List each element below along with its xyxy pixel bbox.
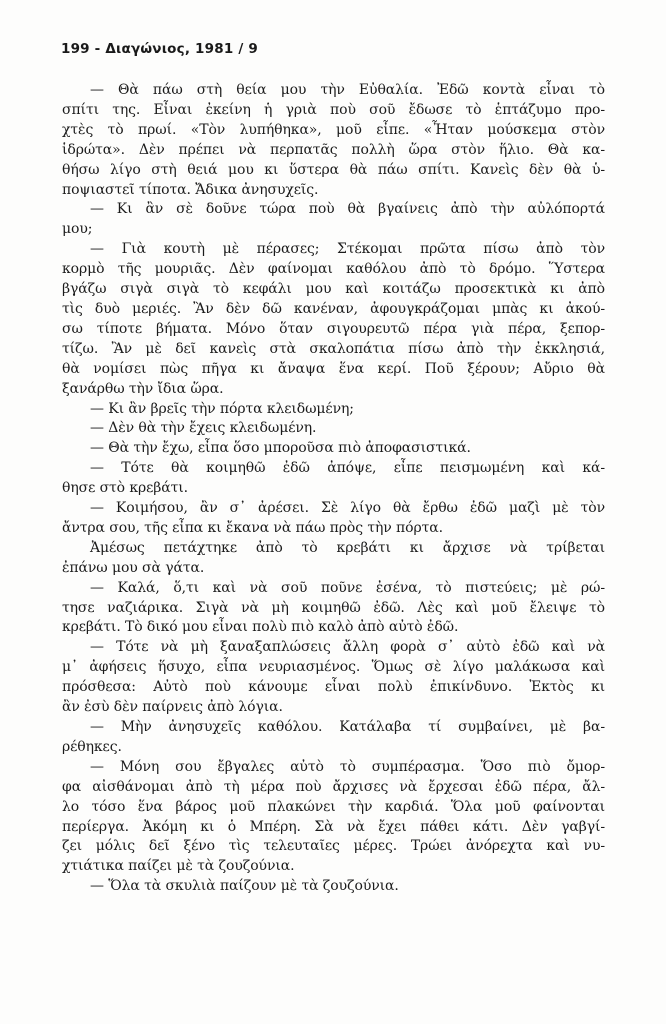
text-line: τίζω. Ἂν μὲ δεῖ κανεὶς στὰ σκαλοπάτια πίσω ἀπὸ τὴν ἐκκλησιά, [62, 340, 605, 357]
text-line: ἄντρα σου, τῆς εἶπα κι ἔκανα νὰ πάω πρὸς τὴν πόρτα. [62, 519, 443, 536]
text-line: χτὲς τὸ πρωί. «Τὸν λυπήθηκα», μοῦ εἶπε. «Ἦταν μούσκεμα στὸν [62, 121, 605, 138]
text-line: ξανάρθω τὴν ἴδια ὥρα. [62, 380, 224, 397]
text-line: Ἀμέσως πετάχτηκε ἀπὸ τὸ κρεβάτι κι ἄρχισε νὰ τρίβεται [90, 539, 605, 556]
text-line: βγάζω σιγὰ σιγὰ τὸ κεφάλι μου καὶ κοιτάζω προσεκτικὰ κι ἀπὸ [62, 281, 605, 298]
text-line: — Μὴν ἀνησυχεῖς καθόλου. Κατάλαβα τί συμβαίνει, μὲ βα- [90, 719, 605, 735]
text-line: — Θὰ τὴν ἔχω, εἶπα ὅσο μποροῦσα πιὸ ἀποφασιστικά. [90, 440, 471, 457]
text-line: — Γιὰ κουτὴ μὲ πέρασες; Στέκομαι πρῶτα πίσω ἀπὸ τὸν [90, 241, 605, 258]
text-line: ποψιαστεῖ τίποτα. Ἄδικα ἀνησυχεῖς. [62, 181, 319, 198]
text-line: σπίτι της. Εἶναι ἐκείνη ἡ γριὰ ποὺ σοῦ ἔδωσε τὸ ἑπτάζυμο προ- [62, 101, 605, 118]
text-line: ρέθηκες. [62, 738, 122, 755]
text-line: θὰ νομίσει πὼς πῆγα κι ἄναψα ἕνα κερί. Ποῦ ξέρουν; Αὔριο θὰ [62, 360, 605, 377]
text-line: μου; [62, 221, 93, 238]
text-line: κορμὸ τῆς μουριᾶς. Δὲν φαίνομαι καθόλου ἀπὸ τὸ δρόμο. Ὕστερα [62, 261, 605, 278]
text-line: — Δὲν θὰ τὴν ἔχεις κλειδωμένη. [90, 420, 317, 437]
text-line: — Ὅλα τὰ σκυλιὰ παίζουν μὲ τὰ ζουζούνια. [90, 878, 399, 895]
text-line: φα αἰσθάνομαι ἀπὸ τὴ μέρα ποὺ ἄρχισες νὰ ἔρχεσαι ἐδῶ πέρα, ἄλ- [62, 778, 605, 795]
running-head: 199 - Διαγώνιος, 1981 / 9 [61, 41, 258, 57]
text-line: τησε ναζιάρικα. Σιγὰ νὰ μὴ κοιμηθῶ ἐδῶ. Λὲς καὶ μοῦ ἔλειψε τὸ [62, 599, 605, 616]
text-line: λο τόσο ἕνα βάρος μοῦ πλακώνει τὴν καρδιά. Ὅλα μοῦ φαίνονται [62, 798, 605, 815]
text-line: ἂν ἐσὺ δὲν παίρνεις ἀπὸ λόγια. [62, 699, 283, 716]
text-line: ἐπάνω μου σὰ γάτα. [62, 559, 205, 576]
text-line: — Θὰ πάω στὴ θεία μου τὴν Εὐθαλία. Ἐδῶ κοντὰ εἶναι τὸ [90, 82, 605, 98]
text-line: περίεργα. Ἀκόμη κι ὁ Μπέρη. Σὰ νὰ ἔχει πάθει κάτι. Δὲν γαβγί- [62, 818, 605, 835]
text-line: — Κι ἂν βρεῖς τὴν πόρτα κλειδωμένη; [90, 400, 354, 417]
text-line: θησε στὸ κρεβάτι. [62, 480, 189, 497]
text-line: — Τότε νὰ μὴ ξαναξαπλώσεις ἄλλη φορὰ σ᾽ αὐτὸ ἐδῶ καὶ νὰ [90, 639, 605, 656]
text-line: πρόσθεσα: Αὐτὸ ποὺ κάνουμε εἶναι πολὺ ἐπικίνδυνο. Ἐκτὸς κι [62, 679, 605, 696]
text-line: — Μόνη σου ἔβγαλες αὐτὸ τὸ συμπέρασμα. Ὅσο πιὸ ὄμορ- [90, 758, 605, 775]
text-line: — Καλά, ὅ,τι καὶ νὰ σοῦ ποῦνε ἐσένα, τὸ πιστεύεις; μὲ ρώ- [90, 579, 605, 596]
text-line: θήσω λίγο στὴ θειά μου κι ὕστερα θὰ πάω σπίτι. Κανεὶς δὲν θὰ ὑ- [62, 161, 605, 178]
text-line: ζει μόλις δεῖ ξένο τὶς τελευταῖες μέρες. Τρώει ἀνόρεχτα καὶ νυ- [62, 838, 605, 855]
text-line: σω τίποτε βήματα. Μόνο ὅταν σιγουρευτῶ πέρα γιὰ πέρα, ξεπορ- [62, 320, 605, 337]
text-line: — Κι ἂν σὲ δοῦνε τώρα ποὺ θὰ βγαίνεις ἀπὸ τὴν αὐλόπορτά [90, 201, 605, 218]
text-line: μ᾽ ἀφήσεις ἥσυχο, εἶπα νευριασμένος. Ὅμως σὲ λίγο μαλάκωσα καὶ [62, 659, 605, 676]
text-line: — Τότε θὰ κοιμηθῶ ἐδῶ ἀπόψε, εἶπε πεισμωμένη καὶ κά- [90, 460, 605, 477]
text-line: χτιάτικα παίζει μὲ τὰ ζουζούνια. [62, 858, 295, 875]
text-line: ἱδρώτα». Δὲν πρέπει νὰ περπατᾶς πολλὴ ὥρα στὸν ἥλιο. Θὰ κα- [62, 141, 605, 158]
text-line: — Κοιμήσου, ἂν σ᾽ ἀρέσει. Σὲ λίγο θὰ ἔρθω ἐδῶ μαζὶ μὲ τὸν [90, 500, 605, 517]
text-line: τὶς δυὸ μεριές. Ἂν δὲν δῶ κανέναν, ἀφουγκράζομαι μπὰς κι ἀκού- [62, 300, 605, 317]
text-line: κρεβάτι. Τὸ δικό μου εἶναι πολὺ πιὸ καλὸ ἀπὸ αὐτὸ ἐδῶ. [62, 619, 459, 636]
body-text [62, 81, 605, 897]
